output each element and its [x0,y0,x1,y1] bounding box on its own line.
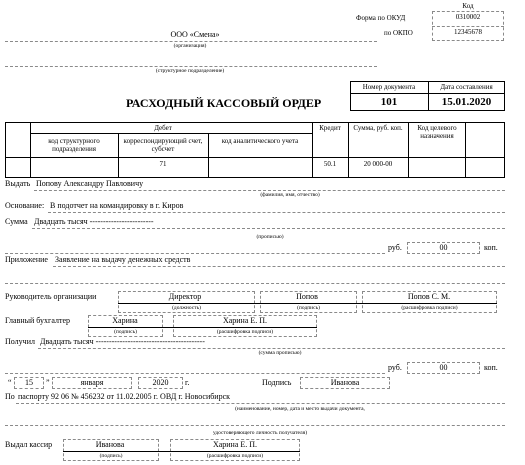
col-account: корреспондирующий счет, субсчет [123,137,203,153]
accountant-name-caption: (расшифровка подписи) [216,329,274,335]
passport-value: паспорту 92 06 № 456232 от 11.02.2005 г. ОВД г. Новосибирск [18,392,231,401]
doc-number: 101 [380,96,398,108]
received-year-suffix: г. [185,378,190,387]
received-signature: Иванова [330,378,360,387]
sum-rub-label: руб. [388,243,402,252]
col-sum: Сумма, руб. коп. [353,124,403,132]
sum-caption: (прописью) [256,234,284,240]
head-position: Директор [168,292,202,301]
doc-date: 15.01.2020 [441,96,492,108]
head-position-caption: (должность) [172,305,201,311]
okud-value: 0310002 [455,13,481,21]
received-year: 2020 [152,378,169,387]
received-caption: (сумма прописью) [258,350,302,356]
doc-number-label: Номер документа [362,83,416,91]
sum-kop-label: коп. [484,243,498,252]
received-kop-value: 00 [439,363,448,372]
cashier-name: Харина Е. П. [212,440,258,449]
cashier-label: Выдал кассир [5,440,53,449]
received-value: Двадцать тысяч ----------------------------------------- [40,337,205,346]
received-signature-label: Подпись [262,378,292,387]
received-kop-label: коп. [484,363,498,372]
accountant-label: Главный бухгалтер [5,316,70,325]
row-sum: 20 000-00 [363,160,393,168]
document-title: РАСХОДНЫЙ КАССОВЫЙ ОРДЕР [126,96,322,110]
sum-words-value: Двадцать тысяч ------------------------ [34,217,154,226]
row-account: 71 [159,160,167,168]
passport-label: По [5,392,15,401]
received-day: 15 [25,378,33,387]
passport-caption-1: (наименование, номер, дата и место выдачи документа, [235,406,365,412]
okpo-value: 12345678 [454,28,482,36]
head-name-caption: (расшифровка подписи) [401,305,458,311]
col-purpose: Код целевого назначения [417,124,457,140]
cashier-signature-caption: (подпись) [99,453,123,459]
cashier-name-caption: (расшифровка подписи) [206,453,264,459]
row-credit: 50.1 [323,160,337,168]
issue-caption: (фамилия, имя, отчество) [260,192,320,198]
received-rub-label: руб. [388,363,402,372]
cashier-signature: Иванова [95,440,125,449]
organization-caption: (организация) [173,43,207,49]
sum-kop-value: 00 [439,243,448,252]
received-label: Получил [5,337,35,346]
accountant-name: Харина Е. П. [222,316,268,325]
doc-date-label: Дата составления [440,83,493,91]
attachment-value: Заявление на выдачу денежных средств [55,255,191,264]
attachment-label: Приложение [5,255,48,264]
head-name: Попов С. М. [407,292,451,301]
passport-caption-2: удостоверяющего личность получателя) [212,430,308,436]
head-signature-caption: (подпись) [297,305,320,311]
head-label: Руководитель организации [5,292,97,301]
basis-value: В подотчет на командировку в г. Киров [50,201,184,210]
organization-name: ООО «Смена» [170,30,220,39]
debit-header: Дебет [154,124,172,132]
accountant-signature: Харина [112,316,138,325]
sum-label: Сумма [5,217,28,226]
subdivision-caption: (структурное подразделение) [155,68,225,74]
accountant-signature-caption: (подпись) [114,329,137,335]
issue-label: Выдать [5,179,31,188]
basis-label: Основание: [5,201,45,210]
okud-label: Форма по ОКУД [356,14,406,22]
received-month: января [80,378,104,387]
col-analytic: код аналитического учета [221,137,299,145]
issue-value: Попову Александру Павловичу [36,179,144,188]
okpo-label: по ОКПО [384,29,413,37]
col-subdivision: код структурного подразделения [48,137,100,153]
codes-header: Код [462,2,474,10]
col-credit: Кредит [319,124,341,132]
head-signature: Попов [296,292,318,301]
